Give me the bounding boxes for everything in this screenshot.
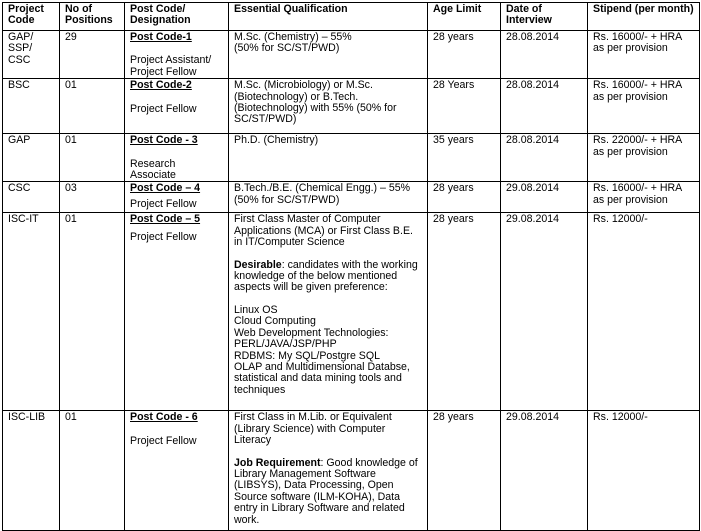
project-code-cell: CSC [3,182,60,213]
post-code: Post Code - 3 [130,134,198,147]
positions-cell: 01 [60,213,125,411]
designation: Project Assistant/ Project Fellow [130,54,212,78]
table-row [3,31,700,79]
header-project-code: Project Code [3,3,60,31]
qualification-cell: B.Tech./B.E. (Chemical Engg.) – 55% (50% for SC/ST/PWD) [229,182,428,213]
age-cell: 28 years [428,182,501,213]
age-cell: 28 years [428,213,501,411]
project-code-cell: GAP [3,134,60,182]
positions-cell: 01 [60,79,125,134]
interview-cell: 29.08.2014 [501,213,588,411]
stipend-cell: Rs. 16000/- + HRA as per provision [588,79,700,134]
project-code-cell: ISC-IT [3,213,60,411]
qualification-cell: M.Sc. (Microbiology) or M.Sc.(Biotechnology) or B.Tech. (Biotechnology) with 55% (50% for SC/ST/PWD) [229,79,428,134]
interview-cell: 29.08.2014 [501,411,588,531]
job-requirement-text: : Good knowledge of Library Management Software (LIBSYS), Data Processing, Open Source software (ILM-KOHA), Data entry in Library Software and related work. [234,456,418,526]
post-cell [125,411,229,531]
table-row [3,213,700,411]
project-code-cell: GAP/ SSP/ CSC [3,31,60,79]
positions-cell: 03 [60,182,125,213]
designation: Project Fellow [130,434,197,447]
qualification-cell: M.Sc. (Chemistry) – 55% (50% for SC/ST/PWD) [229,31,428,79]
post-code: Post Code – 5 [130,213,201,226]
post-code: Post Code – 4 [130,182,201,195]
positions-cell: 29 [60,31,125,79]
positions-cell: 01 [60,134,125,182]
project-code-cell: ISC-LIB [3,411,60,531]
interview-cell: 28.08.2014 [501,134,588,182]
stipend-cell: Rs. 22000/- + HRA as per provision [588,134,700,182]
header-age: Age Limit [428,3,501,31]
age-cell: 28 years [428,411,501,531]
table-row [3,411,700,531]
skills-list: Linux OS Cloud Computing Web Development Technologies: PERL/JAVA/JSP/PHP RDBMS: My SQL/Postgre SQL OLAP and Multidimensional Databse, statistical and data mining tools and techniques [234,303,410,396]
age-cell: 28 Years [428,79,501,134]
qualification-text: First Class in M.Lib. or Equivalent (Library Science) with Computer Literacy [234,411,392,447]
job-requirement-note [234,458,422,526]
qualification-cell [229,411,428,531]
qualification-cell [229,213,428,411]
table-row [3,182,700,213]
header-stipend: Stipend (per month) [588,3,700,31]
designation: Project Fellow [130,102,197,115]
post-code: Post Code - 6 [130,411,198,424]
desirable-label: Desirable [234,258,282,271]
project-code-cell: BSC [3,79,60,134]
post-code: Post Code-1 [130,31,192,43]
post-cell [125,31,229,79]
desirable-note [234,260,422,294]
designation: Project Fellow [130,230,197,243]
interview-cell: 28.08.2014 [501,79,588,134]
post-cell [125,182,229,213]
header-positions: No of Positions [60,3,125,31]
post-cell [125,134,229,182]
qualification-cell: Ph.D. (Chemistry) [229,134,428,182]
table-row [3,79,700,134]
interview-cell: 29.08.2014 [501,182,588,213]
stipend-cell: Rs. 16000/- + HRA as per provision [588,31,700,79]
post-code: Post Code-2 [130,79,192,92]
positions-cell: 01 [60,411,125,531]
designation: Research Associate [130,157,176,182]
table-row [3,134,700,182]
stipend-cell: Rs. 16000/- + HRA as per provision [588,182,700,213]
age-cell: 28 years [428,31,501,79]
header-row [3,3,700,31]
header-post: Post Code/ Designation [125,3,229,31]
stipend-cell: Rs. 12000/- [588,411,700,531]
job-requirement-label: Job Requirement [234,456,321,469]
desirable-text: : candidates with the working knowledge of the below mentioned aspects will be given preference: [234,258,418,294]
header-qualification: Essential Qualification [229,3,428,31]
designation: Project Fellow [130,197,197,210]
recruitment-table [2,2,700,531]
stipend-cell: Rs. 12000/- [588,213,700,411]
qualification-text: First Class Master of Computer Applications (MCA) or First Class B.E. in IT/Computer Science [234,213,413,249]
age-cell: 35 years [428,134,501,182]
post-cell [125,213,229,411]
interview-cell: 28.08.2014 [501,31,588,79]
post-cell [125,79,229,134]
header-interview: Date of Interview [501,3,588,31]
